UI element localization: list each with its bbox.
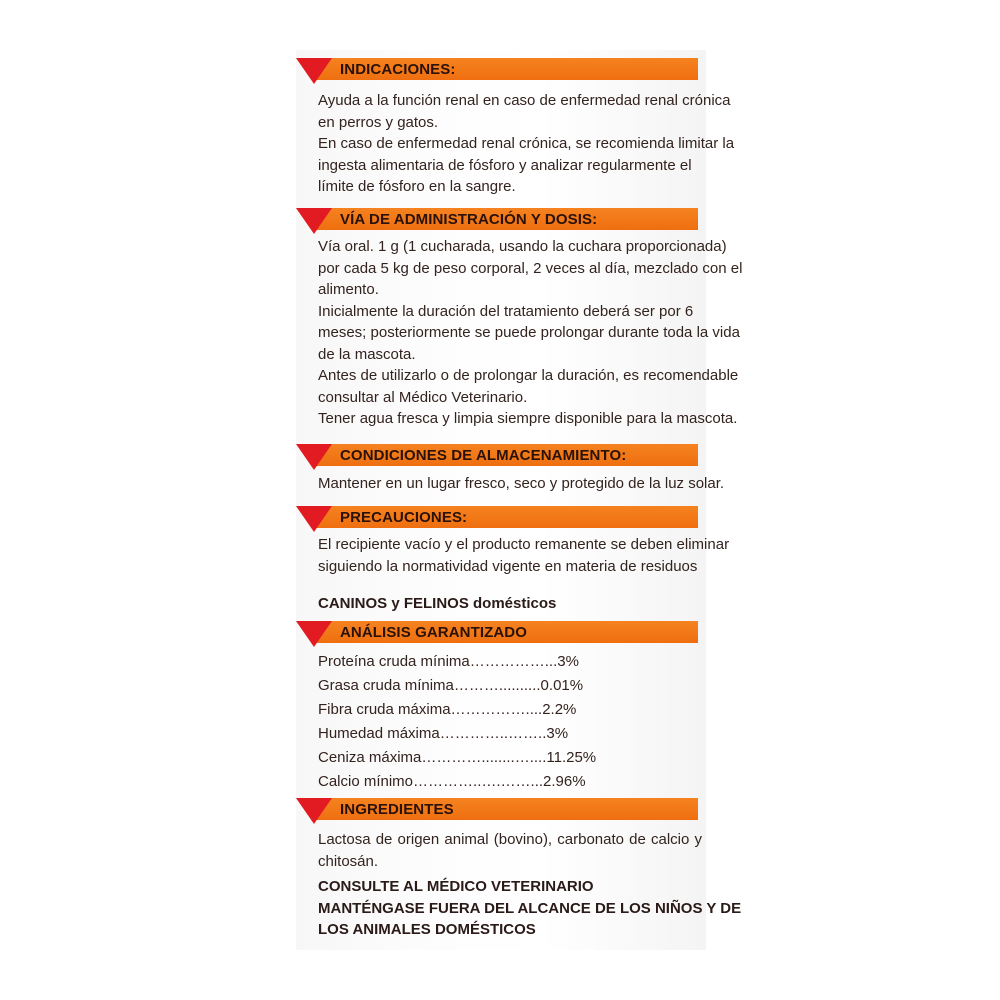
indicaciones-text bbox=[318, 90, 735, 198]
text-line: Ayuda a la función renal en caso de enfermedad renal crónica bbox=[318, 92, 731, 109]
section-header-indicaciones bbox=[314, 58, 698, 80]
section-header-precauciones bbox=[314, 506, 698, 528]
analysis-row: Proteína cruda mínima……………...3% bbox=[318, 653, 579, 670]
footer-line: LOS ANIMALES DOMÉSTICOS bbox=[318, 921, 536, 938]
text-line: límite de fósforo en la sangre. bbox=[318, 178, 516, 195]
text-line: siguiendo la normatividad vigente en materia de residuos bbox=[318, 557, 698, 575]
via-text bbox=[318, 236, 743, 430]
text-line: El recipiente vacío y el producto remanente se deben eliminar bbox=[318, 536, 730, 553]
analysis-row: Humedad máxima…………..……..3% bbox=[318, 725, 569, 742]
red-triangle-icon bbox=[296, 444, 332, 470]
text-line: Inicialmente la duración del tratamiento deberá ser por 6 bbox=[318, 302, 694, 320]
text-line: En caso de enfermedad renal crónica, se recomienda limitar la bbox=[318, 135, 735, 152]
text-line: Antes de utilizarlo o de prolongar la duración, es recomendable bbox=[318, 367, 739, 384]
text-line: alimento. bbox=[318, 281, 379, 298]
section-title: CONDICIONES DE ALMACENAMIENTO: bbox=[340, 447, 627, 464]
analysis-row: Calcio mínimo…………..….……...2.96% bbox=[318, 773, 586, 790]
condiciones-text bbox=[318, 473, 725, 495]
text-line: Vía oral. 1 g (1 cucharada, usando la cuchara proporcionada) bbox=[318, 238, 727, 255]
analysis-row: Fibra cruda máxima……………....2.2% bbox=[318, 701, 577, 718]
footer-warnings bbox=[318, 876, 742, 941]
section-title: INDICACIONES: bbox=[340, 61, 456, 78]
text-line: ingesta alimentaria de fósforo y analizar regularmente el bbox=[318, 156, 692, 174]
text-line: meses; posteriormente se puede prolongar durante toda la vida bbox=[318, 324, 740, 341]
red-triangle-icon bbox=[296, 621, 332, 647]
section-title: VÍA DE ADMINISTRACIÓN Y DOSIS: bbox=[340, 211, 598, 228]
red-triangle-icon bbox=[296, 208, 332, 234]
ingredientes-text: Lactosa de origen animal (bovino), carbonato de calcio y chitosán. bbox=[318, 831, 702, 870]
section-title: ANÁLISIS GARANTIZADO bbox=[340, 624, 527, 641]
analysis-row: Grasa cruda mínima………..........0.01% bbox=[318, 677, 584, 694]
section-title: PRECAUCIONES: bbox=[340, 509, 468, 526]
text-line: por cada 5 kg de peso corporal, 2 veces al día, mezclado con el bbox=[318, 259, 743, 277]
section-header-ingredientes bbox=[314, 798, 698, 820]
footer-line: MANTÉNGASE FUERA DEL ALCANCE DE LOS NIÑOS Y DE bbox=[318, 899, 742, 917]
analysis-row: Ceniza máxima…………........…....11.25% bbox=[318, 749, 597, 766]
text-line: Mantener en un lugar fresco, seco y protegido de la luz solar. bbox=[318, 475, 725, 492]
product-label bbox=[296, 50, 743, 950]
section-title: INGREDIENTES bbox=[340, 801, 454, 818]
text-line: consultar al Médico Veterinario. bbox=[318, 388, 528, 406]
section-header-condiciones bbox=[314, 444, 698, 466]
red-triangle-icon bbox=[296, 506, 332, 532]
text-line: en perros y gatos. bbox=[318, 113, 439, 131]
text-line: Tener agua fresca y limpia siempre disponible para la mascota. bbox=[318, 410, 738, 427]
red-triangle-icon bbox=[296, 798, 332, 824]
footer-line: CONSULTE AL MÉDICO VETERINARIO bbox=[318, 878, 594, 895]
red-triangle-icon bbox=[296, 58, 332, 84]
text-line: de la mascota. bbox=[318, 345, 416, 363]
species-label: CANINOS y FELINOS domésticos bbox=[318, 595, 557, 612]
analisis-table bbox=[318, 650, 702, 794]
section-header-analisis bbox=[314, 621, 698, 643]
section-header-via bbox=[314, 208, 698, 230]
precauciones-text bbox=[318, 534, 730, 577]
